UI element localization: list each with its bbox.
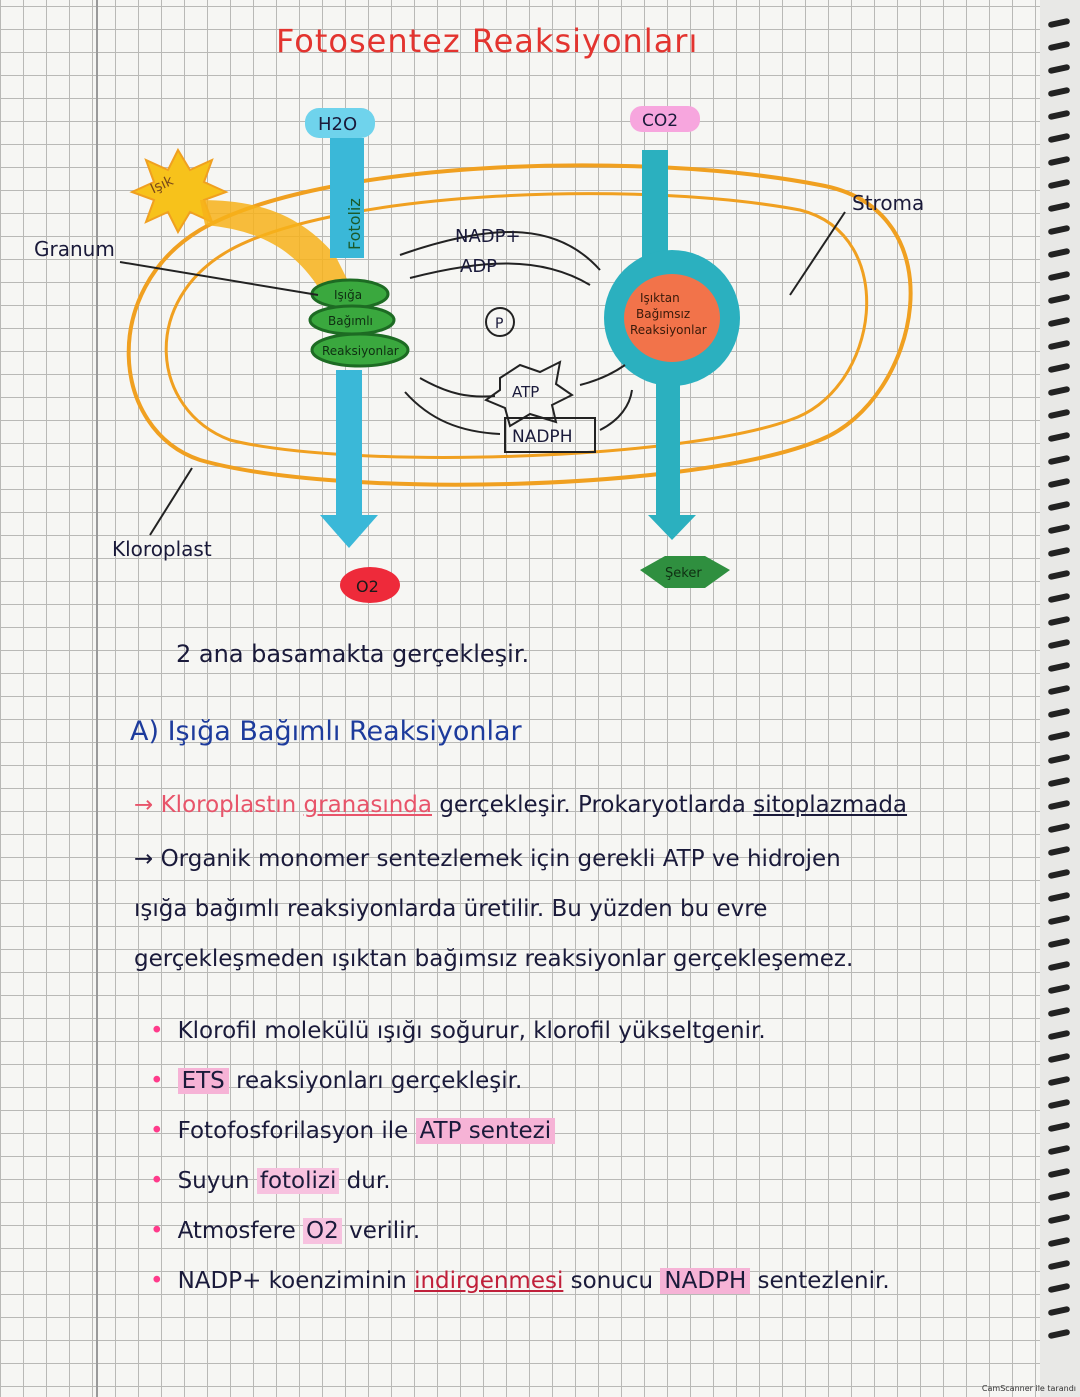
spiral-ring bbox=[1048, 639, 1071, 649]
scanner-footer: CamScanner ile tarandı bbox=[981, 1384, 1076, 1393]
bullet-dot: • bbox=[150, 1218, 164, 1244]
spiral-ring bbox=[1048, 708, 1071, 718]
spiral-ring bbox=[1048, 1283, 1071, 1293]
para-2-line-2: ışığa bağımlı reaksiyonlarda üretilir. Bu yüzden bu evre bbox=[134, 896, 768, 922]
para-2-line-3: gerçekleşmeden ışıktan bağımsız reaksiyonlar gerçekleşemez. bbox=[134, 946, 854, 972]
section-a-heading: A) Işığa Bağımlı Reaksiyonlar bbox=[130, 716, 522, 747]
h2o-label: H2O bbox=[318, 114, 358, 135]
stroma-text-2: Bağımsız bbox=[636, 307, 691, 321]
spiral-ring bbox=[1048, 547, 1071, 557]
spiral-ring bbox=[1048, 340, 1071, 350]
spiral-ring bbox=[1048, 731, 1071, 741]
spiral-ring bbox=[1048, 317, 1071, 327]
o2-label: O2 bbox=[356, 577, 379, 596]
spiral-ring bbox=[1048, 41, 1071, 51]
para1-pink-underlined: granasında bbox=[303, 792, 432, 818]
spiral-ring bbox=[1048, 1030, 1071, 1040]
spiral-ring bbox=[1048, 202, 1071, 212]
arrow-atp-to-stroma bbox=[580, 365, 625, 385]
spiral-ring bbox=[1048, 1007, 1071, 1017]
para-2-line-1: → Organik monomer sentezlemek için gerekli ATP ve hidrojen bbox=[134, 846, 841, 872]
spiral-ring bbox=[1048, 662, 1071, 672]
spiral-ring bbox=[1048, 1076, 1071, 1086]
spiral-ring bbox=[1048, 455, 1071, 465]
spiral-ring bbox=[1048, 869, 1071, 879]
intro-text: 2 ana basamakta gerçekleşir. bbox=[176, 640, 530, 668]
spiral-ring bbox=[1048, 777, 1071, 787]
spiral-ring bbox=[1048, 754, 1071, 764]
grana-text-3: Reaksiyonlar bbox=[322, 344, 399, 358]
water-arrow-head bbox=[320, 515, 378, 548]
bullet-item: • Fotofosforilasyon ile ATP sentezi bbox=[150, 1118, 555, 1144]
spiral-ring bbox=[1048, 616, 1071, 626]
arrow-nadph-to-stroma bbox=[600, 390, 632, 430]
nadph-label: NADPH bbox=[512, 427, 573, 447]
spiral-ring bbox=[1048, 1306, 1071, 1316]
co2-column bbox=[642, 150, 668, 260]
spiral-ring bbox=[1048, 685, 1071, 695]
spiral-ring bbox=[1048, 179, 1071, 189]
arrow-grana-to-nadph bbox=[405, 392, 500, 434]
spiral-ring bbox=[1048, 1122, 1071, 1132]
spiral-ring bbox=[1048, 892, 1071, 902]
spiral-ring bbox=[1048, 225, 1071, 235]
atp-label: ATP bbox=[512, 383, 540, 401]
bullet-dot: • bbox=[150, 1268, 164, 1294]
spiral-ring bbox=[1048, 961, 1071, 971]
spiral-ring bbox=[1048, 363, 1071, 373]
grana-text-2: Bağımlı bbox=[328, 314, 373, 328]
spiral-ring bbox=[1048, 1260, 1071, 1270]
para1-underlined: sitoplazmada bbox=[753, 792, 908, 818]
spiral-ring bbox=[1048, 570, 1071, 580]
bullet-dot: • bbox=[150, 1018, 164, 1044]
kloroplast-label: Kloroplast bbox=[112, 537, 212, 561]
co2-arrow-head bbox=[648, 515, 696, 540]
stroma-text-1: Işıktan bbox=[640, 291, 680, 305]
bullet-dot: • bbox=[150, 1118, 164, 1144]
stroma-text-3: Reaksiyonlar bbox=[630, 323, 707, 337]
spiral-ring bbox=[1048, 1214, 1071, 1224]
spiral-ring bbox=[1048, 386, 1071, 396]
spiral-ring bbox=[1048, 478, 1071, 488]
spiral-ring bbox=[1048, 294, 1071, 304]
nadp-label: NADP+ bbox=[455, 226, 521, 247]
isik-label: Işık bbox=[147, 172, 176, 198]
adp-label: ADP bbox=[460, 256, 498, 277]
bullet-dot: • bbox=[150, 1068, 164, 1094]
spiral-binding bbox=[1040, 0, 1080, 1397]
spiral-ring bbox=[1048, 156, 1071, 166]
chloroplast-pointer bbox=[150, 468, 192, 535]
para1-pink: Kloroplastın bbox=[160, 792, 297, 818]
spiral-ring bbox=[1048, 87, 1071, 97]
spiral-ring bbox=[1048, 1329, 1071, 1339]
bullet-dot: • bbox=[150, 1168, 164, 1194]
spiral-ring bbox=[1048, 409, 1071, 419]
grana-text-1: Işığa bbox=[334, 288, 363, 302]
co2-label: CO2 bbox=[642, 111, 679, 131]
arrow-grana-to-atp bbox=[420, 378, 495, 397]
spiral-ring bbox=[1048, 1099, 1071, 1109]
arrow-adp-to-grana bbox=[410, 263, 590, 285]
spiral-ring bbox=[1048, 1191, 1071, 1201]
para-1 bbox=[134, 792, 907, 818]
seker-label: Şeker bbox=[665, 566, 702, 581]
bullet-item: • NADP+ koenziminin indirgenmesi sonucu NADPH sentezlenir. bbox=[150, 1268, 890, 1294]
stroma-label: Stroma bbox=[852, 191, 925, 215]
spiral-ring bbox=[1048, 501, 1071, 511]
spiral-ring bbox=[1048, 1145, 1071, 1155]
spiral-ring bbox=[1048, 271, 1071, 281]
bullet-item: • Klorofil molekülü ışığı soğurur, klorofil yükseltgenir. bbox=[150, 1018, 766, 1044]
para1-rest: gerçekleşir. Prokaryotlarda bbox=[439, 792, 746, 818]
p-label: P bbox=[495, 316, 504, 332]
spiral-ring bbox=[1048, 823, 1071, 833]
arrow-icon: → bbox=[134, 792, 154, 818]
spiral-ring bbox=[1048, 64, 1071, 74]
spiral-ring bbox=[1048, 432, 1071, 442]
spiral-ring bbox=[1048, 984, 1071, 994]
spiral-ring bbox=[1048, 800, 1071, 810]
spiral-ring bbox=[1048, 846, 1071, 856]
spiral-ring bbox=[1048, 1237, 1071, 1247]
fotoliz-label: Fotoliz bbox=[345, 198, 364, 250]
spiral-ring bbox=[1048, 248, 1071, 258]
spiral-ring bbox=[1048, 1053, 1071, 1063]
spiral-ring bbox=[1048, 593, 1071, 603]
stroma-pointer bbox=[790, 212, 845, 295]
granum-label: Granum bbox=[34, 237, 115, 261]
water-column-lower bbox=[336, 370, 362, 520]
photosynthesis-diagram bbox=[0, 0, 1040, 640]
co2-column-lower bbox=[656, 380, 680, 520]
bullet-item: • Suyun fotolizi dur. bbox=[150, 1168, 391, 1194]
spiral-ring bbox=[1048, 524, 1071, 534]
spiral-ring bbox=[1048, 915, 1071, 925]
page-title: Fotosentez Reaksiyonları bbox=[276, 22, 699, 60]
light-beam bbox=[200, 200, 350, 290]
spiral-ring bbox=[1048, 1168, 1071, 1178]
spiral-ring bbox=[1048, 133, 1071, 143]
spiral-ring bbox=[1048, 18, 1071, 28]
spiral-ring bbox=[1048, 938, 1071, 948]
bullet-item: • Atmosfere O2 verilir. bbox=[150, 1218, 421, 1244]
spiral-ring bbox=[1048, 110, 1071, 120]
bullet-item: • ETS reaksiyonları gerçekleşir. bbox=[150, 1068, 523, 1094]
